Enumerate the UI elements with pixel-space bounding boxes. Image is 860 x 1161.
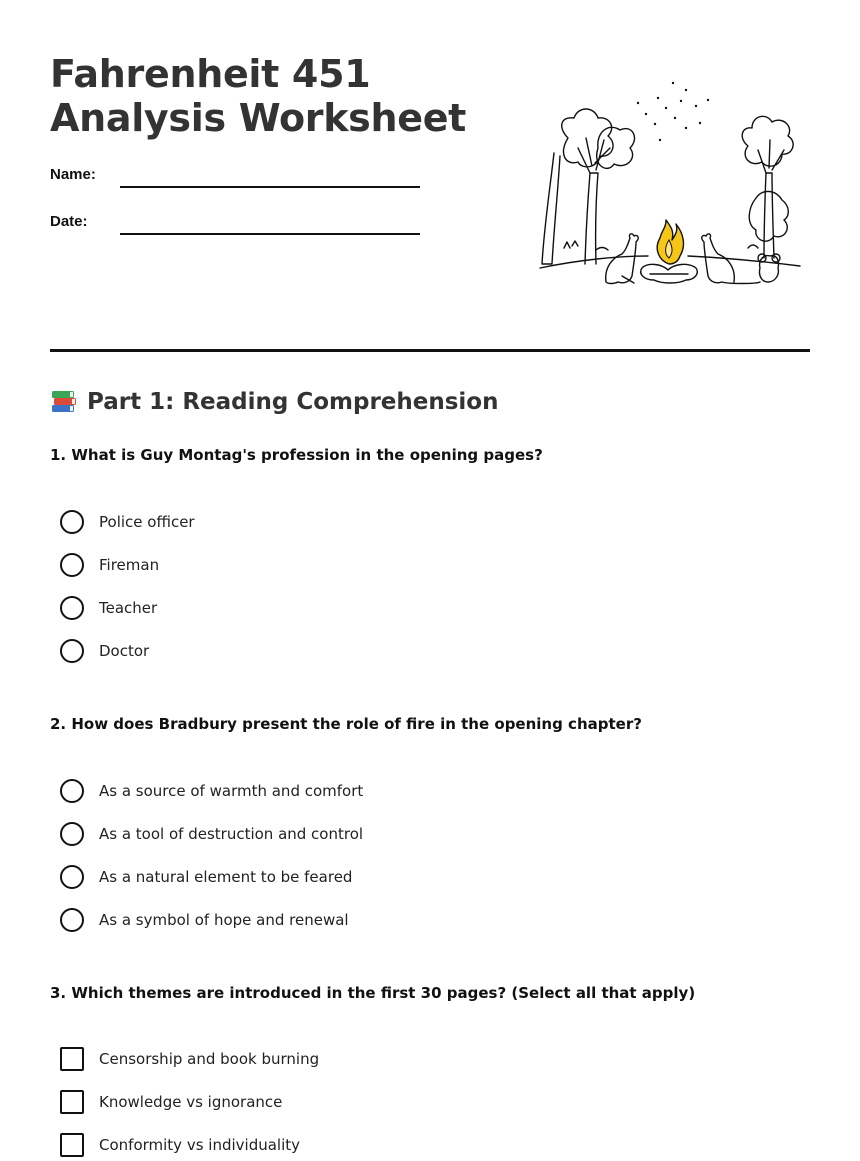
section-heading xyxy=(50,388,498,416)
radio-button[interactable] xyxy=(60,908,84,932)
radio-button[interactable] xyxy=(60,865,84,889)
option-label: Teacher xyxy=(99,599,158,617)
option-label: Conformity vs individuality xyxy=(99,1136,301,1154)
radio-option[interactable] xyxy=(60,864,352,890)
option-label: Police officer xyxy=(99,513,195,531)
radio-button[interactable] xyxy=(60,510,84,534)
radio-option[interactable] xyxy=(60,552,159,578)
checkbox[interactable] xyxy=(60,1133,84,1157)
campfire-forest-icon xyxy=(538,78,803,288)
radio-option[interactable] xyxy=(60,595,157,621)
radio-option[interactable] xyxy=(60,907,349,933)
checkbox[interactable] xyxy=(60,1047,84,1071)
option-label: Censorship and book burning xyxy=(99,1050,320,1068)
option-label: Fireman xyxy=(99,556,160,574)
radio-button[interactable] xyxy=(60,779,84,803)
question-3: 3. Which themes are introduced in the first 30 pages? (Select all that apply) xyxy=(50,984,696,1002)
checkbox[interactable] xyxy=(60,1090,84,1114)
option-label: Knowledge vs ignorance xyxy=(99,1093,283,1111)
radio-option[interactable] xyxy=(60,778,363,804)
question-1: 1. What is Guy Montag's profession in the opening pages? xyxy=(50,446,543,464)
name-field[interactable] xyxy=(120,186,420,188)
checkbox-option[interactable] xyxy=(60,1046,319,1072)
option-label: As a symbol of hope and renewal xyxy=(99,911,349,929)
radio-option[interactable] xyxy=(60,821,363,847)
option-label: Doctor xyxy=(99,642,150,660)
radio-button[interactable] xyxy=(60,596,84,620)
option-label: As a natural element to be feared xyxy=(99,868,353,886)
question-2: 2. How does Bradbury present the role of fire in the opening chapter? xyxy=(50,715,642,733)
radio-option[interactable] xyxy=(60,638,149,664)
option-label: As a tool of destruction and control xyxy=(99,825,364,843)
books-icon xyxy=(50,388,78,416)
checkbox-option[interactable] xyxy=(60,1089,282,1115)
section-title: Part 1: Reading Comprehension xyxy=(87,389,499,415)
name-label: Name: xyxy=(50,166,96,183)
radio-button[interactable] xyxy=(60,639,84,663)
date-label: Date: xyxy=(50,213,88,230)
page-title: Fahrenheit 451 Analysis Worksheet xyxy=(50,52,467,140)
radio-option[interactable] xyxy=(60,509,195,535)
checkbox-option[interactable] xyxy=(60,1132,300,1158)
option-label: As a source of warmth and comfort xyxy=(99,782,364,800)
date-field[interactable] xyxy=(120,233,420,235)
radio-button[interactable] xyxy=(60,822,84,846)
radio-button[interactable] xyxy=(60,553,84,577)
section-divider xyxy=(50,349,810,352)
